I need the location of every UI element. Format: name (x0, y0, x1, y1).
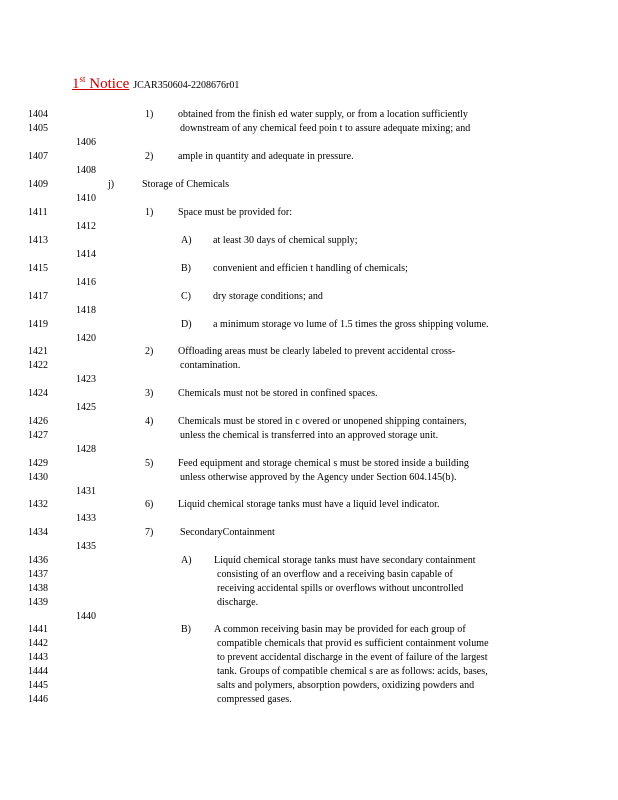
text-line: Feed equipment and storage chemical s must be stored inside a building (178, 458, 469, 469)
line-number: 1422 (28, 360, 48, 371)
text-line: Offloading areas must be clearly labeled to prevent accidental cross- (178, 346, 456, 357)
line-number: 1441 (28, 624, 48, 635)
jcar-code: JCAR350604-2208676r01 (133, 80, 240, 91)
notice-number: 1 (72, 76, 80, 92)
line-number: 1418 (76, 305, 96, 316)
text-line: compatible chemicals that provid es sufficient containment volume (217, 638, 489, 649)
line-number: 1408 (76, 165, 96, 176)
line-number: 1444 (28, 666, 48, 677)
line-number: 1440 (76, 611, 96, 622)
line-number: 1429 (28, 458, 48, 469)
line-number: 1445 (28, 680, 48, 691)
line-number: 1409 (28, 179, 48, 190)
text-line: to prevent accidental discharge in the event of failure of the largest (217, 652, 488, 663)
section-label: j) (108, 179, 115, 190)
text-line: a minimum storage vo lume of 1.5 times the gross shipping volume. (213, 319, 489, 330)
line-number: 1435 (76, 541, 96, 552)
line-number: 1425 (76, 402, 96, 413)
line-number: 1420 (76, 333, 96, 344)
item-label: 2) (145, 346, 154, 357)
item-label: 2) (145, 151, 154, 162)
text-line: at least 30 days of chemical supply; (213, 235, 358, 246)
line-number: 1437 (28, 569, 48, 580)
line-number: 1442 (28, 638, 48, 649)
document-header (72, 74, 239, 93)
subitem-label: B) (181, 624, 191, 635)
text-line: unless otherwise approved by the Agency under Section 604.145(b). (180, 472, 457, 483)
line-number: 1427 (28, 430, 48, 441)
line-number: 1439 (28, 597, 48, 608)
notice-superscript: st (79, 74, 86, 84)
first-notice-label (72, 76, 129, 92)
item-label: 4) (145, 416, 154, 427)
line-number: 1406 (76, 137, 96, 148)
text-line: Liquid chemical storage tanks must have secondary containment (214, 555, 476, 566)
line-number: 1416 (76, 277, 96, 288)
line-number: 1414 (76, 249, 96, 260)
line-number: 1432 (28, 499, 48, 510)
line-number: 1431 (76, 486, 96, 497)
subitem-label: A) (181, 235, 192, 246)
line-number: 1446 (28, 694, 48, 705)
line-number: 1424 (28, 388, 48, 399)
line-number: 1438 (28, 583, 48, 594)
section-heading: Storage of Chemicals (142, 179, 230, 190)
text-line: unless the chemical is transferred into an approved storage unit. (180, 430, 439, 441)
subitem-label: D) (181, 319, 192, 330)
line-number: 1430 (28, 472, 48, 483)
text-line: Liquid chemical storage tanks must have a liquid level indicator. (178, 499, 440, 510)
line-number: 1410 (76, 193, 96, 204)
line-number: 1415 (28, 263, 48, 274)
item-label: 1) (145, 109, 154, 120)
line-number: 1407 (28, 151, 48, 162)
line-number: 1426 (28, 416, 48, 427)
text-line: obtained from the finish ed water supply, or from a location sufficiently (178, 109, 468, 120)
line-number: 1423 (76, 374, 96, 385)
text-line: tank. Groups of compatible chemical s are as follows: acids, bases, (217, 666, 488, 677)
line-number: 1417 (28, 291, 48, 302)
text-line: downstream of any chemical feed poin t to assure adequate mixing; and (180, 123, 471, 134)
item-label: 3) (145, 388, 154, 399)
text-line: salts and polymers, absorption powders, oxidizing powders and (217, 680, 475, 691)
line-number: 1428 (76, 444, 96, 455)
text-line: compressed gases. (217, 694, 292, 705)
item-label: 6) (145, 499, 154, 510)
text-line: Chemicals must be stored in c overed or unopened shipping containers, (178, 416, 467, 427)
text-line: dry storage conditions; and (213, 291, 323, 302)
line-number: 1419 (28, 319, 48, 330)
text-line: ample in quantity and adequate in pressure. (178, 151, 354, 162)
item-label: 5) (145, 458, 154, 469)
line-number: 1421 (28, 346, 48, 357)
line-number: 1433 (76, 513, 96, 524)
subitem-label: C) (181, 291, 191, 302)
subitem-label: B) (181, 263, 191, 274)
line-number: 1413 (28, 235, 48, 246)
text-line: contamination. (180, 360, 241, 371)
line-number: 1443 (28, 652, 48, 663)
line-number: 1411 (28, 207, 48, 218)
item-label: 7) (145, 527, 154, 538)
text-line: convenient and efficien t handling of chemicals; (213, 263, 408, 274)
text-line: Space must be provided for: (178, 207, 293, 218)
line-number: 1412 (76, 221, 96, 232)
text-line: consisting of an overflow and a receiving basin capable of (217, 569, 453, 580)
text-line: A common receiving basin may be provided for each group of (214, 624, 466, 635)
line-number: 1434 (28, 527, 48, 538)
text-line: Chemicals must not be stored in confined spaces. (178, 388, 378, 399)
text-line: SecondaryContainment (180, 527, 275, 538)
notice-word: Notice (89, 76, 130, 92)
item-label: 1) (145, 207, 154, 218)
text-line: discharge. (217, 597, 259, 608)
line-number: 1404 (28, 109, 48, 120)
line-number: 1405 (28, 123, 48, 134)
text-line: receiving accidental spills or overflows without uncontrolled (217, 583, 464, 594)
subitem-label: A) (181, 555, 192, 566)
line-number: 1436 (28, 555, 48, 566)
